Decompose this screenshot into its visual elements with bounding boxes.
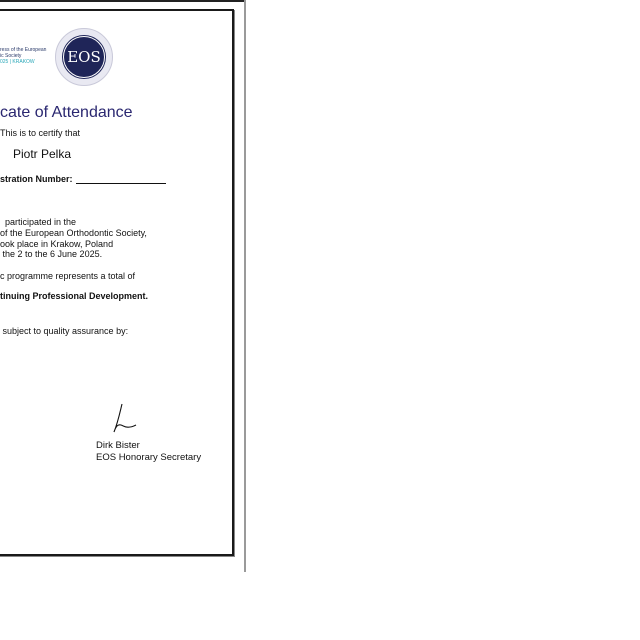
- logo-line-1: ress of the European: [0, 47, 47, 53]
- eos-seal-logo: [55, 28, 113, 86]
- attendee-name: Piotr Pelka: [13, 147, 72, 161]
- seal-center: EOS: [63, 36, 105, 78]
- registration-label: stration Number:: [0, 174, 73, 184]
- logo-line-2: ic Society: [0, 53, 22, 59]
- registration-blank: [76, 175, 166, 184]
- signature-image: [104, 402, 138, 438]
- body-line-3: ook place in Krakow, Poland: [0, 239, 114, 249]
- congress-logo-text: [0, 47, 46, 65]
- certificate-frame: [0, 9, 234, 556]
- page-edge-top: [0, 0, 244, 2]
- certificate-title: cate of Attendance: [0, 104, 133, 121]
- quality-assurance-line: subject to quality assurance by:: [0, 326, 129, 336]
- page-edge-right: [244, 0, 246, 572]
- certify-line: This is to certify that: [0, 128, 81, 138]
- programme-line: c programme represents a total of: [0, 271, 136, 281]
- signer-title: EOS Honorary Secretary: [96, 452, 202, 463]
- body-line-1: participated in the: [0, 217, 77, 227]
- body-line-2: of the European Orthodontic Society,: [0, 228, 147, 238]
- logo-line-3: 025 | KRAKOW: [0, 59, 35, 65]
- signer-name: Dirk Bister: [96, 440, 140, 451]
- registration-number: [0, 174, 166, 184]
- cpd-line: tinuing Professional Development.: [0, 291, 149, 301]
- body-line-4: the 2 to the 6 June 2025.: [0, 249, 103, 259]
